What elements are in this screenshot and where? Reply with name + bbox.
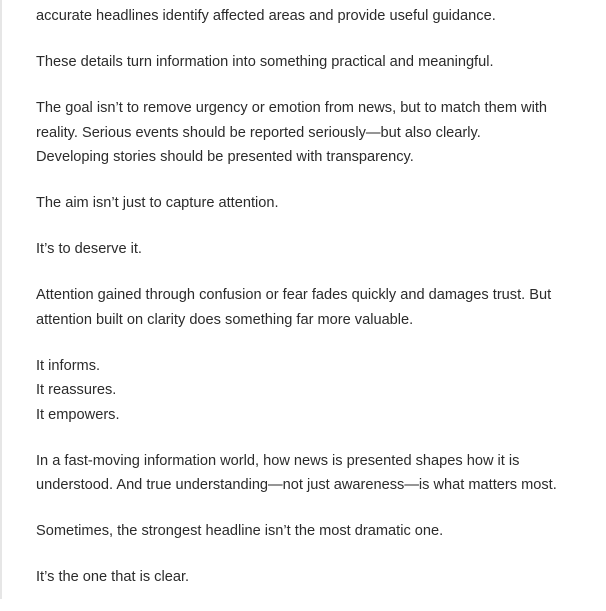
paragraph bbox=[36, 50, 596, 75]
text-line: Attention gained through confusion or fear fades quickly and damages trust. But bbox=[36, 287, 552, 303]
text-line: It empowers. bbox=[36, 406, 120, 423]
text-line: It reassures. bbox=[36, 382, 117, 398]
text-line: In a fast-moving information world, how news is presented shapes how it is bbox=[36, 452, 520, 469]
text-line: understood. And true understanding—not just awareness—is what matters most. bbox=[36, 477, 557, 493]
text-line: attention built on clarity does something far more valuable. bbox=[36, 311, 414, 328]
paragraph bbox=[36, 354, 596, 428]
text-line: These details turn information into something practical and meaningful. bbox=[36, 54, 494, 70]
text-line: It informs. bbox=[36, 357, 101, 374]
paragraph bbox=[36, 565, 596, 590]
paragraph bbox=[36, 283, 596, 332]
text-line: Sometimes, the strongest headline isn’t the most dramatic one. bbox=[36, 523, 444, 539]
text-line: The goal isn’t to remove urgency or emotion from news, but to match them with bbox=[36, 100, 548, 116]
paragraph bbox=[36, 4, 596, 29]
text-line: reality. Serious events should be reported seriously—but also clearly. bbox=[36, 124, 481, 141]
left-border bbox=[0, 0, 2, 599]
text-line: It’s to deserve it. bbox=[36, 241, 142, 257]
paragraph bbox=[36, 519, 596, 544]
text-line: It’s the one that is clear. bbox=[36, 569, 190, 585]
text-line: The aim isn’t just to capture attention. bbox=[36, 195, 279, 211]
text-line: accurate headlines identify affected areas and provide useful guidance. bbox=[36, 8, 496, 24]
article-body bbox=[36, 4, 596, 611]
text-line: Developing stories should be presented with transparency. bbox=[36, 149, 414, 165]
paragraph bbox=[36, 191, 596, 216]
paragraph bbox=[36, 237, 596, 262]
paragraph bbox=[36, 96, 596, 170]
paragraph bbox=[36, 449, 596, 498]
